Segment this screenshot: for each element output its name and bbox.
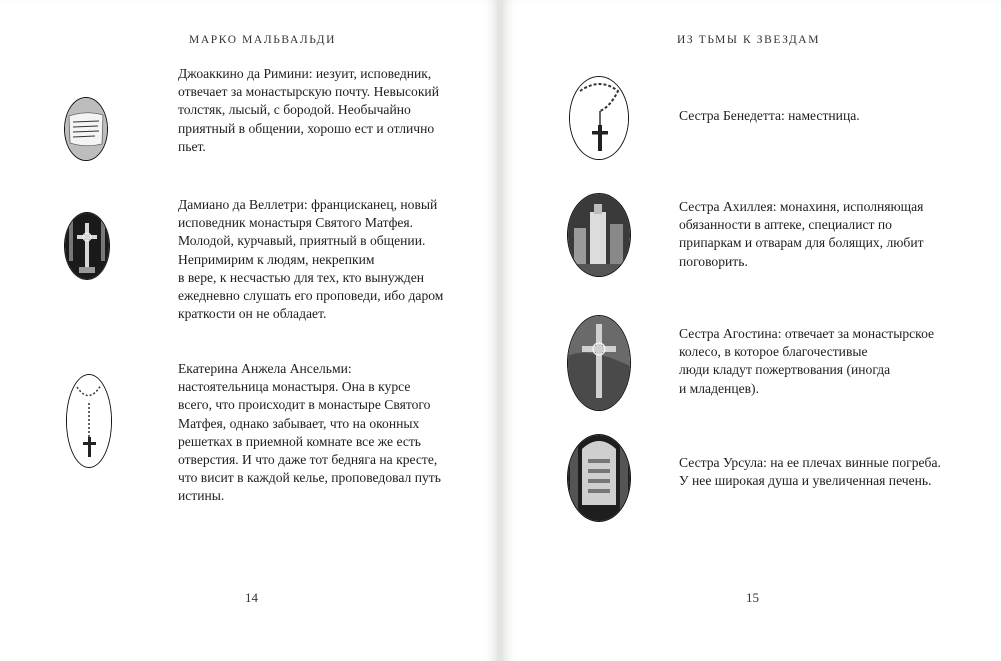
- left-page: [0, 0, 497, 661]
- character-entry-agostina: Сестра Агостина: отвечает за монастырское колесо, в которое благочестивые люди кладут пожертвования (иногда и младенцев).: [679, 326, 935, 396]
- wine-cellar-icon: [567, 434, 631, 522]
- running-head-author: МАРКО МАЛЬВАЛЬДИ: [189, 34, 336, 46]
- character-entry-ekaterina: Екатерина Анжела Ансельми: настоятельница монастыря. Она в курсе всего, что происходит в монастыре Святого Матфея, однако забывает, что на оконных решетках в приемной комнате все же есть отверстия. И что даже тот бедняга на кресте, что висит в каждой келье, проповедовал путь истины.: [178, 361, 441, 504]
- character-entry-gioacchino: Джоаккино да Римини: иезуит, исповедник, отвечает за монастырскую почту. Невысокий толстяк, лысый, с бородой. Необычайно приятный в общении, хорошо ест и отлично пьет.: [178, 66, 439, 154]
- altar-crucifix-icon: [64, 212, 110, 280]
- rosary-cross-icon: [569, 76, 629, 160]
- rosary-icon: [66, 374, 112, 468]
- character-entry-ursula: Сестра Урсула: на ее плечах винные погреба. У нее широкая душа и увеличенная печень.: [679, 455, 941, 489]
- scroll-note-icon: [64, 97, 108, 161]
- character-entry-achillea: Сестра Ахиллея: монахиня, исполняющая обязанности в аптеке, специалист по припаркам и отварам для болящих, любит поговорить.: [679, 199, 924, 269]
- running-head-title: ИЗ ТЬМЫ К ЗВЕЗДАМ: [677, 34, 821, 46]
- ornate-cross-icon: [567, 315, 631, 411]
- page-number-left: 14: [245, 590, 258, 605]
- right-page: [503, 0, 1001, 661]
- character-entry-benedetta: Сестра Бенедетта: наместница.: [679, 108, 860, 123]
- character-entry-damiano: Дамиано да Веллетри: францисканец, новый исповедник монастыря Святого Матфея. Молодой, курчавый, приятный в общении. Непримирим к людям, некрепким в вере, к несчастью для тех, кто вынужден ежедневно слушать его проповеди, ибо даром краткости он не обладает.: [178, 197, 444, 322]
- apothecary-bottles-icon: [567, 193, 631, 277]
- page-number-right: 15: [746, 590, 759, 605]
